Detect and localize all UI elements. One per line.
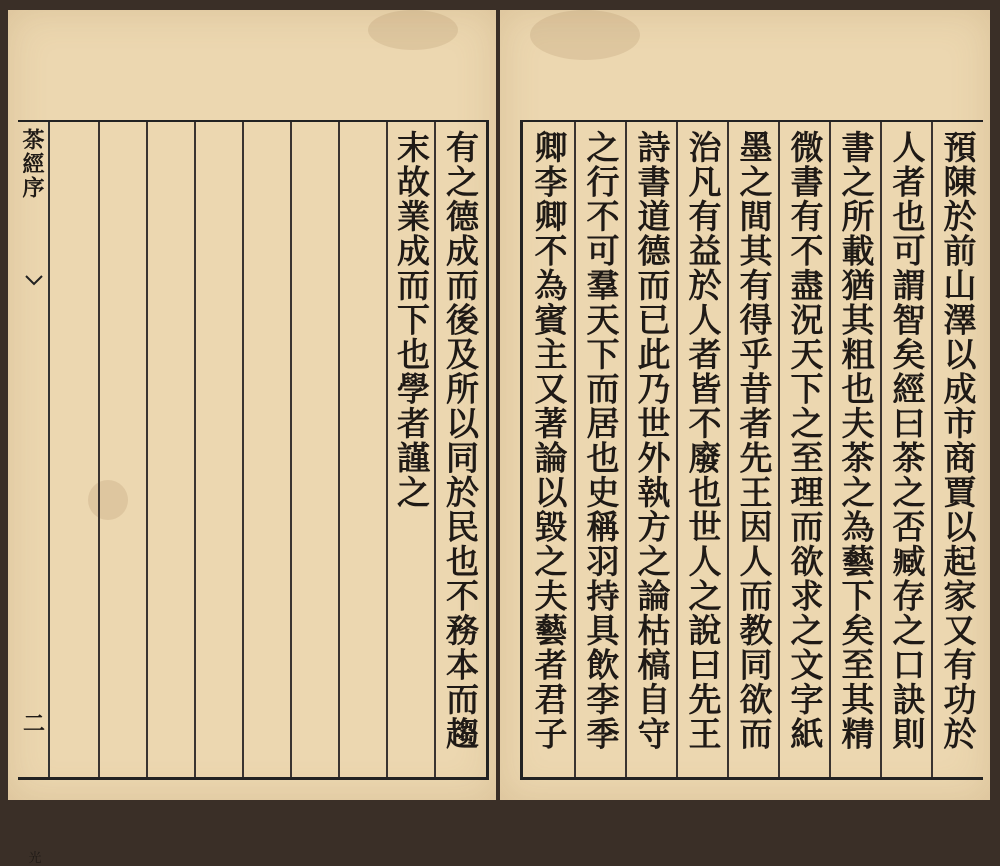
- column-rule: [338, 122, 340, 777]
- column-text: 人者也可謂智矣經曰茶之否臧存之口訣則: [887, 130, 927, 751]
- right-page: [500, 10, 990, 800]
- left-text-frame: [18, 120, 489, 866]
- column-text: 預陳於前山澤以成市商賈以起家又有功於: [938, 130, 978, 751]
- column-rule: [242, 122, 244, 777]
- text-column: [388, 122, 434, 777]
- text-column: [779, 122, 830, 777]
- column-text: 詩書道德而已此乃世外執方之論枯槁自守: [632, 130, 672, 751]
- column-text: 有之德成而後及所以同於民也不務本而趨: [441, 130, 480, 751]
- folio-number: 二: [22, 711, 45, 737]
- printer-mark: 光: [28, 851, 42, 866]
- column-text: 微書有不盡況天下之至理而欲求之文字紙: [785, 130, 825, 751]
- text-column: [436, 122, 484, 777]
- text-column: [523, 122, 574, 777]
- right-text-frame: [520, 120, 983, 780]
- column-text: 治凡有益於人者皆不廢也世人之說曰先王: [683, 130, 723, 751]
- column-text: 書之所載猶其粗也夫茶之為藝下矣至其精: [836, 130, 876, 751]
- column-rule: [146, 122, 148, 777]
- fore-edge-column: [19, 122, 50, 866]
- column-rule: [98, 122, 100, 777]
- column-rule: [290, 122, 292, 777]
- text-column: [575, 122, 626, 777]
- paper-stain: [530, 10, 640, 60]
- column-text: 卿李卿不為賓主又著論以毀之夫藝者君子: [529, 130, 569, 751]
- text-column: [677, 122, 728, 777]
- margin-title-text: 茶經序: [19, 128, 45, 200]
- fish-tail-mark-icon: [25, 272, 43, 294]
- column-text: 之行不可羣天下而居也史稱羽持具飲李季: [581, 130, 621, 751]
- column-rule: [194, 122, 196, 777]
- column-text: 末故業成而下也學者謹之: [392, 130, 431, 510]
- margin-title: [20, 128, 48, 200]
- text-column: [626, 122, 677, 777]
- text-column: [728, 122, 779, 777]
- text-column: [932, 122, 983, 777]
- left-page: [8, 10, 496, 866]
- column-text: 墨之間其有得乎昔者先王因人而教同欲而: [734, 130, 774, 751]
- paper-stain: [368, 10, 458, 50]
- text-column: [881, 122, 932, 777]
- text-column: [830, 122, 881, 777]
